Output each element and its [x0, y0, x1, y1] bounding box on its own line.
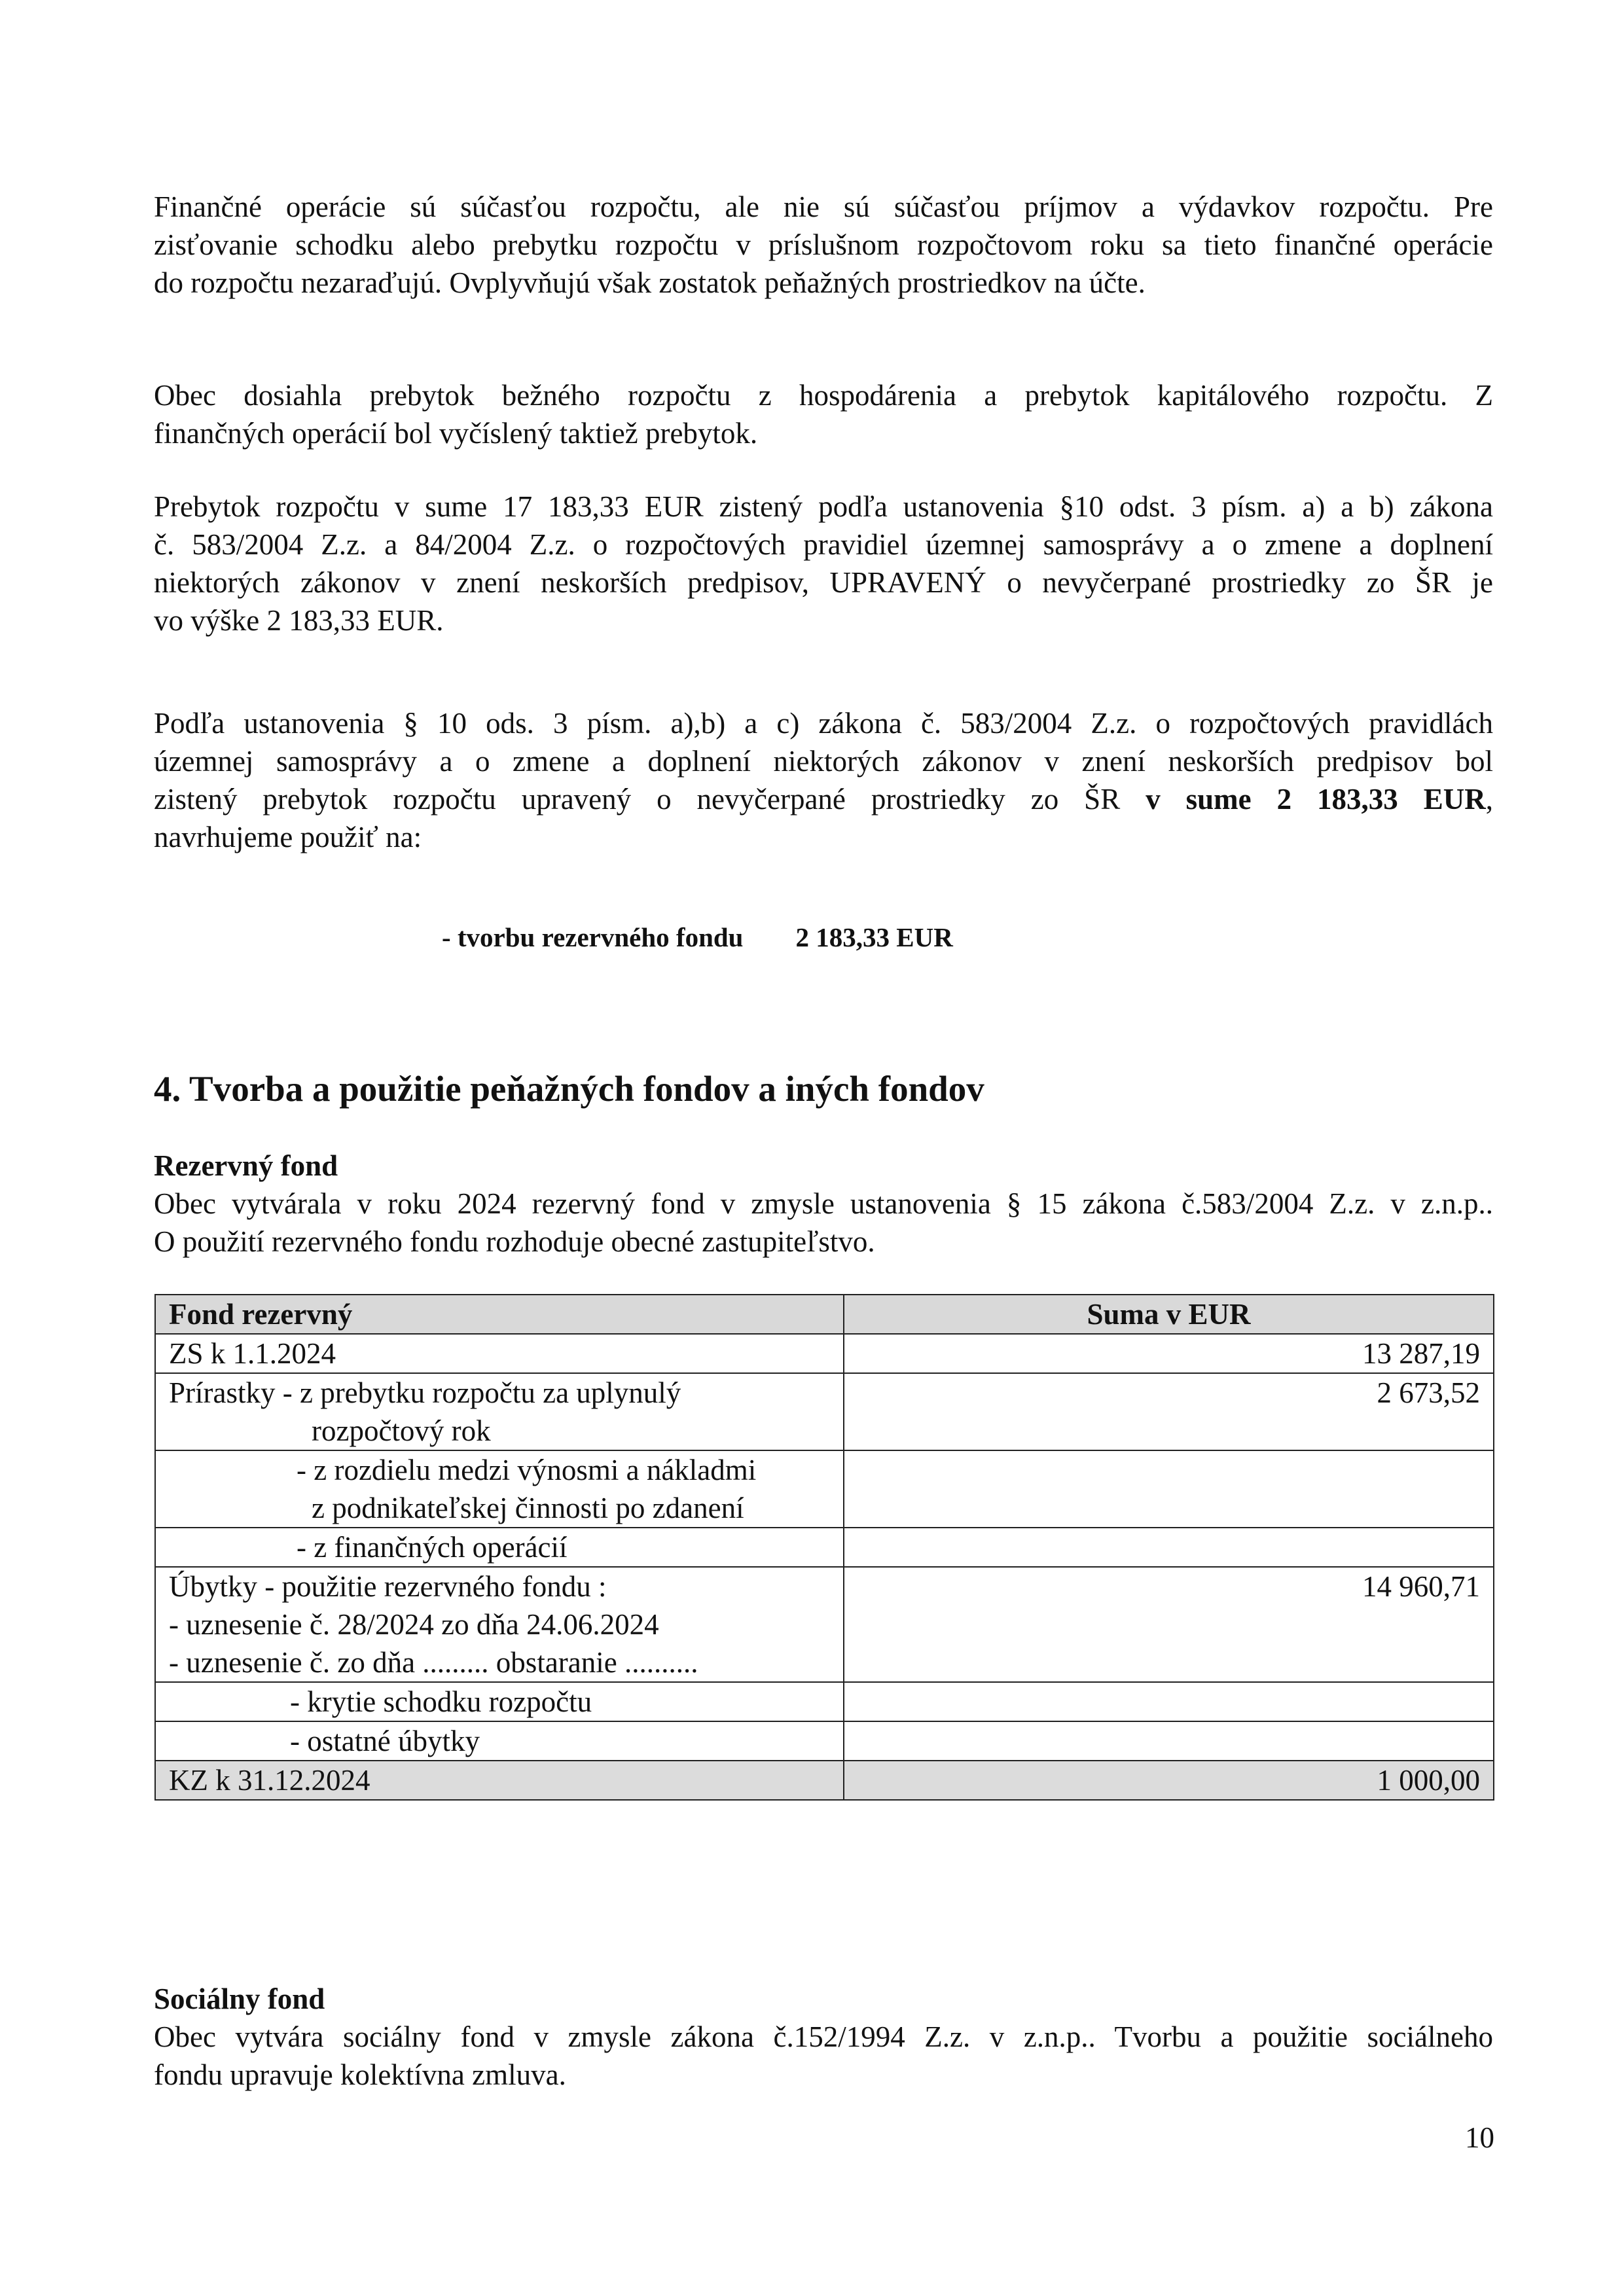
table-cell-value: 14 960,71 — [844, 1567, 1494, 1682]
text-line: Obec vytvárala v roku 2024 rezervný fond v zmysle ustanovenia § 15 zákona č.583/2004 Z.z. v z.n.p.. — [154, 1187, 1493, 1220]
table-cell-text: - uznesenie č. 28/2024 zo dňa 24.06.2024 — [169, 1608, 659, 1641]
text-line: vo výške 2 183,33 EUR. — [154, 604, 444, 637]
table-row-total — [155, 1761, 1494, 1800]
table-cell-value — [844, 1682, 1494, 1721]
paragraph-social-fund — [154, 2018, 1493, 2094]
page-number: 10 — [1465, 2121, 1494, 2154]
paragraph-surplus — [154, 376, 1493, 452]
text-line: Obec vytvára sociálny fond v zmysle zákona č.152/1994 Z.z. v z.n.p.. Tvorbu a použitie sociálneho — [154, 2020, 1493, 2053]
table-cell-label: ZS k 1.1.2024 — [155, 1334, 844, 1373]
text-line: finančných operácií bol vyčíslený taktiež prebytok. — [154, 417, 758, 450]
text-fragment: zistený prebytok rozpočtu upravený o nevyčerpané prostriedky zo ŠR — [154, 783, 1121, 816]
paragraph-financial-operations — [154, 188, 1493, 302]
table-cell-text: - ostatné úbytky — [290, 1725, 480, 1757]
section-heading: 4. Tvorba a použitie peňažných fondov a iných fondov — [154, 1069, 984, 1109]
table-row — [155, 1528, 1494, 1567]
text-line: navrhujeme použiť na: — [154, 821, 422, 853]
table-cell-value — [844, 1721, 1494, 1761]
table-cell-label — [155, 1528, 844, 1567]
text-line: fondu upravuje kolektívna zmluva. — [154, 2058, 566, 2091]
paragraph-legal-provision — [154, 704, 1493, 856]
table-row — [155, 1373, 1494, 1450]
social-fund-title: Sociálny fond — [154, 1982, 325, 2015]
text-line: do rozpočtu nezaraďujú. Ovplyvňujú však zostatok peňažných prostriedkov na účte. — [154, 266, 1146, 299]
text-line: Prebytok rozpočtu v sume 17 183,33 EUR zistený podľa ustanovenia §10 odst. 3 písm. a) a b) zákona — [154, 490, 1493, 523]
table-header-fund: Fond rezervný — [155, 1295, 844, 1334]
table-header-row — [155, 1295, 1494, 1334]
fund-allocation-amount: 2 183,33 EUR — [795, 922, 953, 952]
reserve-fund-table — [154, 1294, 1494, 1801]
table-cell-text: Prírastky - z prebytku rozpočtu za uplynulý — [169, 1376, 681, 1409]
text-line: Obec dosiahla prebytok bežného rozpočtu z hospodárenia a prebytok kapitálového rozpočtu. Z — [154, 379, 1493, 412]
table-cell-text: z podnikateľskej činnosti po zdanení — [312, 1492, 744, 1524]
paragraph-budget-surplus — [154, 488, 1493, 639]
text-line: zisťovanie schodku alebo prebytku rozpočtu v príslušnom rozpočtovom roku sa tieto finančné operácie — [154, 228, 1493, 261]
table-row — [155, 1567, 1494, 1682]
table-row — [155, 1721, 1494, 1761]
table-cell-label — [155, 1450, 844, 1528]
table-row — [155, 1450, 1494, 1528]
table-cell-text: - uznesenie č. zo dňa ......... obstaranie .......... — [169, 1646, 698, 1679]
table-cell-value — [844, 1528, 1494, 1567]
text-line: Finančné operácie sú súčasťou rozpočtu, ale nie sú súčasťou príjmov a výdavkov rozpočtu. Pre — [154, 190, 1493, 223]
table-cell-text: - krytie schodku rozpočtu — [290, 1685, 592, 1718]
text-line: Podľa ustanovenia § 10 ods. 3 písm. a),b) a c) zákona č. 583/2004 Z.z. o rozpočtových pravidlách — [154, 707, 1493, 740]
text-line: č. 583/2004 Z.z. a 84/2004 Z.z. o rozpočtových pravidiel územnej samosprávy a o zmene a doplnení — [154, 528, 1493, 561]
bold-amount: v sume 2 183,33 EUR — [1146, 783, 1486, 816]
text-line: územnej samosprávy a o zmene a doplnení niektorých zákonov v znení neskorších predpisov bol — [154, 745, 1493, 778]
table-cell-label — [155, 1682, 844, 1721]
table-cell-text: - z finančných operácií — [297, 1531, 568, 1564]
text-line — [154, 780, 1493, 818]
text-line: niektorých zákonov v znení neskorších predpisov, UPRAVENÝ o nevyčerpané prostriedky zo ŠR je — [154, 566, 1493, 599]
text-line: O použití rezervného fondu rozhoduje obecné zastupiteľstvo. — [154, 1225, 875, 1258]
table-row — [155, 1682, 1494, 1721]
table-header-amount: Suma v EUR — [844, 1295, 1494, 1334]
table-row — [155, 1334, 1494, 1373]
fund-allocation-line — [442, 922, 953, 953]
table-cell-label — [155, 1373, 844, 1450]
text-fragment: , — [1485, 783, 1493, 816]
table-cell-text: rozpočtový rok — [312, 1414, 491, 1447]
paragraph-reserve-fund — [154, 1185, 1493, 1261]
table-cell-label: KZ k 31.12.2024 — [155, 1761, 844, 1800]
table-cell-label — [155, 1567, 844, 1682]
fund-allocation-label: - tvorbu rezervného fondu — [442, 922, 744, 952]
table-cell-value: 2 673,52 — [844, 1373, 1494, 1450]
table-cell-label — [155, 1721, 844, 1761]
reserve-fund-title: Rezervný fond — [154, 1149, 338, 1182]
table-cell-value: 1 000,00 — [844, 1761, 1494, 1800]
table-cell-value: 13 287,19 — [844, 1334, 1494, 1373]
table-cell-text: Úbytky - použitie rezervného fondu : — [169, 1570, 607, 1603]
table-cell-value — [844, 1450, 1494, 1528]
table-cell-text: - z rozdielu medzi výnosmi a nákladmi — [297, 1454, 757, 1486]
